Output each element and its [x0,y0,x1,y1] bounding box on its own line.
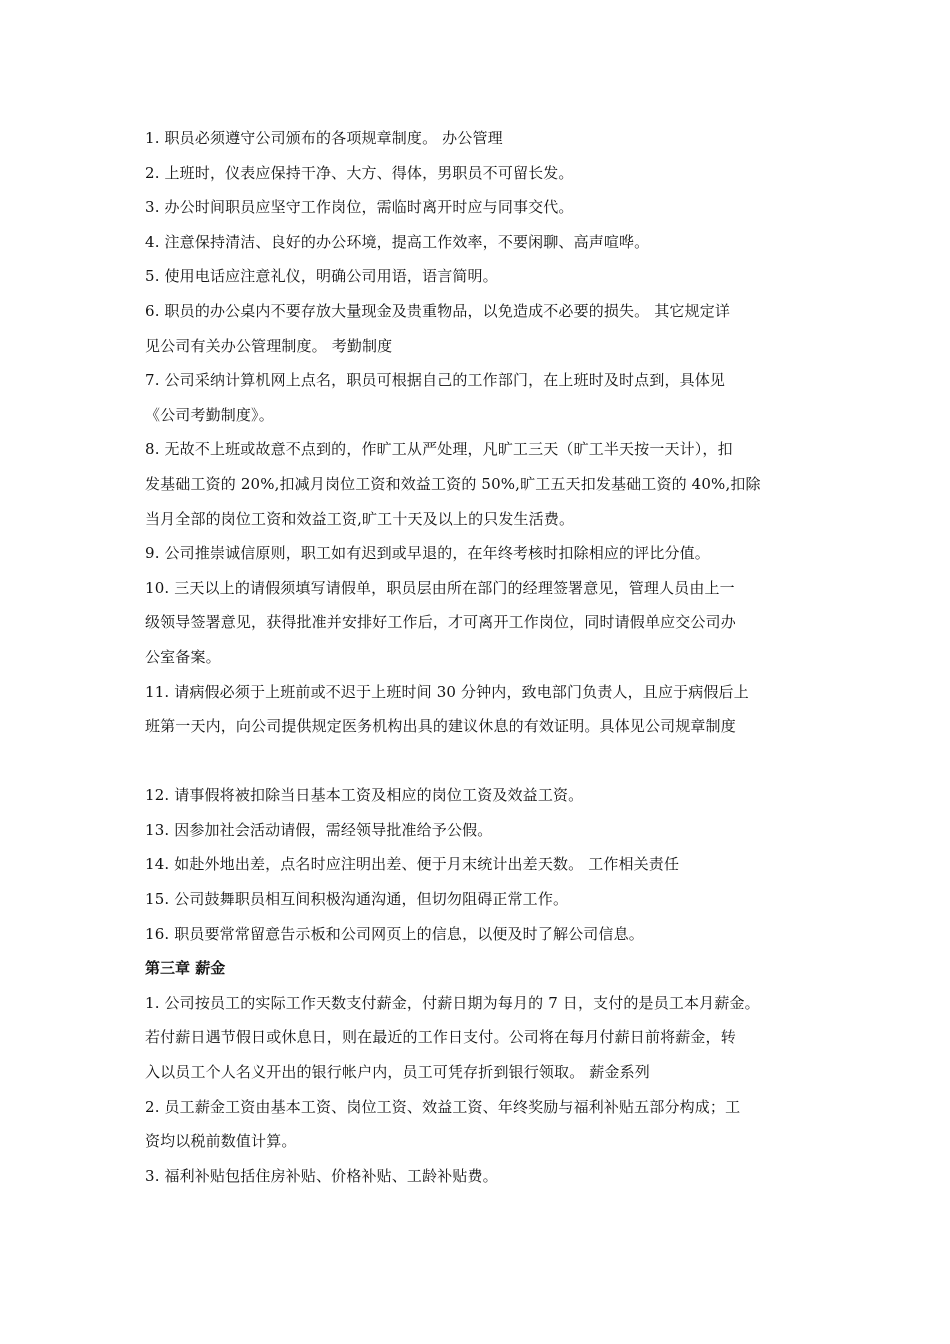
text-line: 14. 如赴外地出差，点名时应注明出差、便于月末统计出差天数。 工作相关责任 [145,855,680,874]
text-line: 级领导签署意见，获得批准并安排好工作后，才可离开工作岗位，同时请假单应交公司办 [145,613,736,632]
text-line: 13. 因参加社会活动请假，需经领导批准给予公假。 [145,820,493,839]
text-line: 16. 职员要常常留意告示板和公司网页上的信息，以便及时了解公司信息。 [145,924,644,943]
text-line: 6. 职员的办公桌内不要存放大量现金及贵重物品，以免造成不必要的损失。 其它规定详 [145,301,731,320]
section-salary [145,986,825,1194]
text-line: 见公司有关办公管理制度。 考勤制度 [145,336,393,355]
text-line: 2. 上班时，仪表应保持干净、大方、得体，男职员不可留长发。 [145,163,574,182]
text-line: 1. 公司按员工的实际工作天数支付薪金，付薪日期为每月的 7 日，支付的是员工本月薪金。 [145,993,760,1012]
blank-line [145,744,825,779]
section-leave-duties [145,778,825,951]
document-page [145,121,825,1193]
text-line: 9. 公司推崇诚信原则，职工如有迟到或早退的，在年终考核时扣除相应的评比分值。 [145,544,710,563]
text-line: 《公司考勤制度》。 [145,405,274,424]
text-line: 1. 职员必须遵守公司颁布的各项规章制度。 办公管理 [145,129,503,147]
text-line: 12. 请事假将被扣除当日基本工资及相应的岗位工资及效益工资。 [145,786,584,805]
text-line: 若付薪日遇节假日或休息日，则在最近的工作日支付。公司将在每月付薪日前将薪金，转 [145,1028,736,1047]
chapter-heading: 第三章 薪金 [145,959,226,978]
text-line: 资均以税前数值计算。 [145,1132,297,1151]
text-line: 3. 福利补贴包括住房补贴、价格补贴、工龄补贴费。 [145,1166,498,1185]
text-line: 10. 三天以上的请假须填写请假单，职员层由所在部门的经理签署意见，管理人员由上一 [145,578,735,597]
text-line: 班第一天内，向公司提供规定医务机构出具的建议休息的有效证明。具体见公司规章制度 [145,717,736,736]
text-line: 4. 注意保持清洁、良好的办公环境，提高工作效率，不要闲聊、高声喧哗。 [145,232,650,251]
text-line: 入以员工个人名义开出的银行帐户内，员工可凭存折到银行领取。 薪金系列 [145,1063,650,1082]
text-line: 7. 公司采纳计算机网上点名，职员可根据自己的工作部门，在上班时及时点到，具体见 [145,371,726,390]
text-line: 当月全部的岗位工资和效益工资,旷工十天及以上的只发生活费。 [145,509,575,528]
text-line: 8. 无故不上班或故意不点到的，作旷工从严处理，凡旷工三天（旷工半天按一天计），扣 [145,440,733,459]
text-line: 3. 办公时间职员应坚守工作岗位，需临时离开时应与同事交代。 [145,198,574,217]
text-line: 发基础工资的 20%,扣减月岗位工资和效益工资的 50%,旷工五天扣发基础工资的 40%,扣除 [145,474,761,493]
text-line: 5. 使用电话应注意礼仪，明确公司用语，语言简明。 [145,267,498,286]
text-line: 2. 员工薪金工资由基本工资、岗位工资、效益工资、年终奖励与福利补贴五部分构成；工 [145,1097,741,1116]
text-line: 15. 公司鼓舞职员相互间积极沟通沟通，但切勿阻碍正常工作。 [145,890,569,909]
text-line: 公室备案。 [145,647,221,666]
section-office-attendance [145,121,825,744]
text-line: 11. 请病假必须于上班前或不迟于上班时间 30 分钟内，致电部门负责人，且应于病假后上 [145,682,749,701]
